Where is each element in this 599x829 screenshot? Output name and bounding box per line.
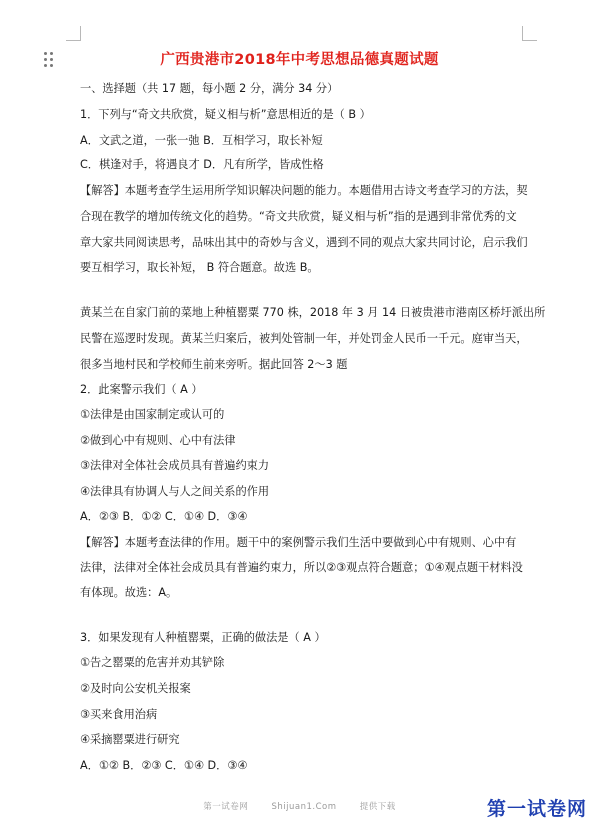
footer-right-text: 提供下载 — [359, 802, 396, 812]
question-2-stem: 2．此案警示我们（ A ） — [80, 383, 203, 396]
question-2-explanation-line: 【解答】本题考查法律的作用。题干中的案例警示我们生活中要做到心中有规则、心中有 — [80, 536, 517, 549]
question-1-options-line-2: C．棋逢对手，将遇良才 D．凡有所学，皆成性格 — [80, 158, 324, 171]
question-2-item: ③法律对全体社会成员具有普遍约束力 — [80, 459, 270, 472]
material-paragraph-line: 黄某兰在自家门前的菜地上种植罂粟 770 株，2018 年 3 月 14 日被贵港市港南区桥圩派出所 — [80, 306, 546, 319]
question-1-explanation-line: 章大家共同阅读思考，品味出其中的奇妙与含义，遇到不同的观点大家共同讨论，启示我们 — [80, 236, 528, 249]
watermark-logo: 第一试卷网 — [486, 798, 587, 820]
question-2-item: ①法律是由国家制定或认可的 — [80, 408, 225, 421]
question-3-item: ①告之罂粟的危害并劝其铲除 — [80, 656, 225, 669]
question-1-explanation-line: 合现在教学的增加传统文化的趋势。“奇文共欣赏，疑义相与析”指的是遇到非常优秀的文 — [80, 210, 517, 223]
question-3-options: A．①② B．②③ C．①④ D．③④ — [80, 759, 248, 772]
question-2-explanation-line: 法律，法律对全体社会成员具有普遍约束力，所以②③观点符合题意；①④观点题干材料没 — [80, 561, 523, 574]
page-title: 广西贵港市2018年中考思想品德真题试题 — [160, 52, 439, 68]
question-1-explanation-line: 【解答】本题考查学生运用所学知识解决问题的能力。本题借用古诗文考查学习的方法，契 — [80, 184, 528, 197]
question-1-options-line-1: A．文武之道，一张一弛 B．互相学习，取长补短 — [80, 134, 323, 147]
question-2-explanation-line: 有体现。故选：A。 — [80, 586, 178, 599]
section-heading: 一、选择题（共 17 题，每小题 2 分，满分 34 分） — [80, 82, 339, 95]
footer-left-text: 第一试卷网 — [203, 802, 249, 812]
question-2-options: A．②③ B．①② C．①④ D．③④ — [80, 510, 248, 523]
material-paragraph-line: 民警在巡逻时发现。黄某兰归案后，被判处管制一年，并处罚金人民币一千元。庭审当天， — [80, 332, 528, 345]
question-3-stem: 3．如果发现有人种植罂粟，正确的做法是（ A ） — [80, 631, 326, 644]
material-paragraph-line: 很多当地村民和学校师生前来旁听。据此回答 2～3 题 — [80, 358, 348, 371]
question-3-item: ③买来食用治病 — [80, 708, 158, 721]
footer-center-text: Shijuan1.Com — [271, 802, 337, 812]
page-corner-mark-top-right — [522, 26, 537, 41]
page-corner-mark-top-left — [66, 26, 81, 41]
question-1-explanation-line: 要互相学习，取长补短， B 符合题意。故选 B。 — [80, 261, 319, 274]
question-3-item: ④采摘罂粟进行研究 — [80, 733, 180, 746]
question-2-item: ④法律具有协调人与人之间关系的作用 — [80, 485, 270, 498]
question-3-item: ②及时向公安机关报案 — [80, 682, 191, 695]
question-2-item: ②做到心中有规则、心中有法律 — [80, 434, 236, 447]
question-1-stem: 1．下列与“奇文共欣赏，疑义相与析”意思相近的是（ B ） — [80, 108, 371, 121]
